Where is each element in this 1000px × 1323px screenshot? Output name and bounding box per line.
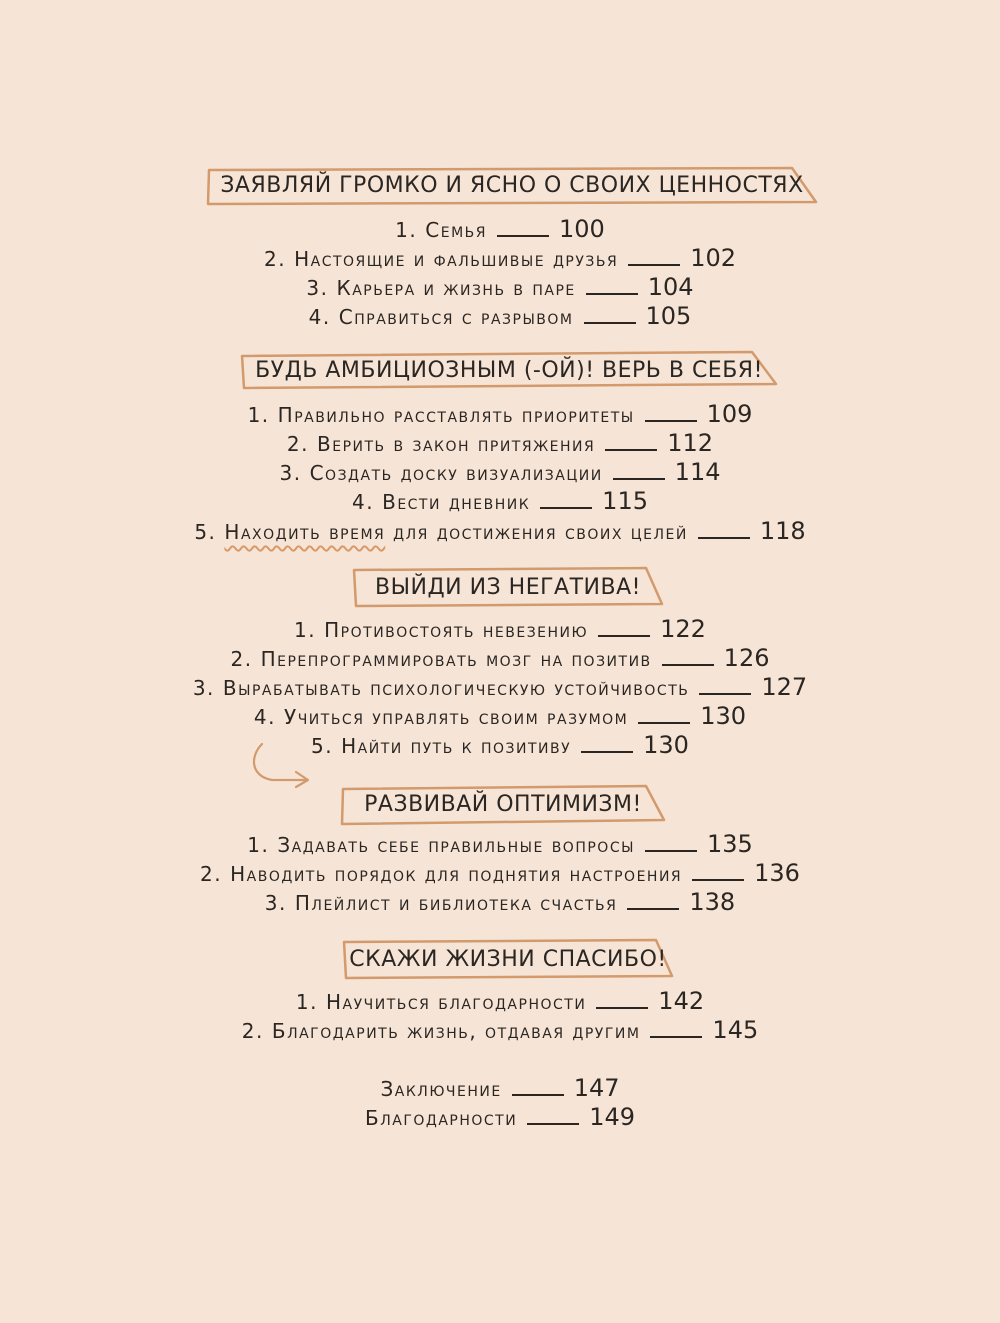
toc-entry-acknowledgements[interactable] — [0, 1102, 1000, 1132]
entry-label: Учиться управлять своим разумом — [284, 705, 629, 729]
page-number: 130 — [643, 731, 689, 759]
toc-entry-conclusion[interactable] — [0, 1073, 1000, 1103]
page-number: 145 — [712, 1016, 759, 1044]
page-number: 130 — [700, 702, 747, 730]
page-number: 126 — [723, 644, 770, 672]
section-title: ЗАЯВЛЯЙ ГРОМКО И ЯСНО О СВОИХ ЦЕННОСТЯХ — [220, 173, 804, 198]
toc-entry[interactable]: 4. Вести дневник 115 — [352, 487, 648, 515]
leader-dash — [512, 1094, 564, 1096]
page-number: 135 — [706, 830, 753, 858]
entry-label: Найти путь к позитиву — [341, 734, 572, 758]
entry-label: Карьера и жизнь в паре — [336, 276, 576, 300]
entry-label: Благодарности — [365, 1106, 518, 1130]
toc-entry[interactable]: 3. Вырабатывать психологическую устойчивость 127 — [192, 673, 808, 701]
section-banner-4 — [340, 784, 666, 826]
entry-label: Верить в закон притяжения — [317, 432, 596, 456]
leader-dash — [645, 420, 697, 422]
toc-entry[interactable]: 2. Наводить порядок для поднятия настроения 136 — [200, 859, 800, 887]
entry-label: Задавать себе правильные вопросы — [277, 833, 635, 857]
entry-label: Научиться благодарности — [325, 990, 587, 1014]
toc-entry[interactable]: 2. Перепрограммировать мозг на позитив 126 — [230, 644, 770, 672]
page-number: 118 — [759, 517, 806, 545]
entry-label: Плейлист и библиотека счастья — [294, 891, 618, 915]
leader-dash — [605, 449, 657, 451]
entry-label-underlined: Находить время — [224, 520, 386, 544]
toc-entry[interactable]: 1. Правильно расставлять приоритеты 109 — [247, 400, 753, 428]
toc-entry[interactable]: 3. Плейлист и библиотека счастья 138 — [264, 888, 736, 916]
toc-entry[interactable]: 1. Научиться благодарности 142 — [295, 987, 705, 1015]
page-number: 114 — [674, 458, 721, 486]
entry-label: Семья — [425, 218, 487, 242]
leader-dash — [650, 1036, 702, 1038]
leader-dash — [698, 537, 750, 539]
toc-entry[interactable]: 2. Благодарить жизнь, отдавая другим 145 — [241, 1016, 759, 1044]
page-number: 105 — [645, 302, 692, 330]
leader-dash — [584, 322, 636, 324]
entry-label: для достижения своих целей — [385, 520, 688, 544]
toc-entry[interactable]: 3. Создать доску визуализации 114 — [279, 458, 721, 486]
toc-entry[interactable]: 2. Настоящие и фальшивые друзья 102 — [264, 244, 736, 272]
section-banner-2 — [240, 350, 778, 390]
leader-dash — [598, 635, 650, 637]
entry-label: Вырабатывать психологическую устойчивость — [222, 676, 690, 700]
page-number: 112 — [667, 429, 714, 457]
section-banner-1 — [206, 166, 818, 206]
toc-entry[interactable]: 1. Семья 100 — [395, 215, 605, 243]
leader-dash — [628, 264, 680, 266]
page-number: 122 — [660, 615, 706, 643]
leader-dash — [527, 1123, 579, 1125]
entry-label: Перепрограммировать мозг на позитив — [260, 647, 652, 671]
entry-label: Настоящие и фальшивые друзья — [294, 247, 619, 271]
leader-dash — [645, 850, 697, 852]
entry-label: Создать доску визуализации — [309, 461, 603, 485]
page-number: 127 — [761, 673, 808, 701]
entry-label: Благодарить жизнь, отдавая другим — [271, 1019, 641, 1043]
leader-dash — [699, 693, 751, 695]
curved-arrow-icon — [248, 740, 318, 792]
toc-entry[interactable]: 4. Учиться управлять своим разумом 130 — [253, 702, 747, 730]
leader-dash — [586, 293, 638, 295]
entry-label: Правильно расставлять приоритеты — [277, 403, 635, 427]
page-number: 136 — [754, 859, 800, 887]
toc-entry[interactable]: 2. Верить в закон притяжения 112 — [286, 429, 714, 457]
entry-label: Противостоять невезению — [324, 618, 589, 642]
section-title: СКАЖИ ЖИЗНИ СПАСИБО! — [349, 947, 667, 972]
toc-entry[interactable]: 5. Находить время для достижения своих целей 118 — [194, 517, 806, 545]
toc-entry[interactable]: 1. Противостоять невезению 122 — [294, 615, 706, 643]
page-number: 149 — [589, 1103, 635, 1131]
leader-dash — [662, 664, 714, 666]
page-number: 109 — [706, 400, 753, 428]
section-title: РАЗВИВАЙ ОПТИМИЗМ! — [364, 792, 642, 817]
page-number: 138 — [689, 888, 736, 916]
section-title: ВЫЙДИ ИЗ НЕГАТИВА! — [375, 575, 641, 600]
leader-dash — [627, 908, 679, 910]
section-banner-5 — [342, 938, 674, 980]
leader-dash — [581, 751, 633, 753]
leader-dash — [692, 879, 744, 881]
leader-dash — [497, 235, 549, 237]
toc-entry[interactable]: 4. Справиться с разрывом 105 — [308, 302, 692, 330]
section-title: БУДЬ АМБИЦИОЗНЫМ (-ОЙ)! ВЕРЬ В СЕБЯ! — [255, 358, 763, 383]
leader-dash — [596, 1007, 648, 1009]
entry-label: Вести дневник — [382, 490, 531, 514]
entry-label: Справиться с разрывом — [338, 305, 574, 329]
page-number: 100 — [559, 215, 605, 243]
page-number: 104 — [647, 273, 694, 301]
page-number: 142 — [658, 987, 705, 1015]
toc-entry[interactable]: 5. Найти путь к позитиву 130 — [311, 731, 689, 759]
leader-dash — [638, 722, 690, 724]
page-number: 102 — [690, 244, 736, 272]
toc-entry[interactable]: 3. Карьера и жизнь в паре 104 — [306, 273, 694, 301]
page-number: 147 — [573, 1074, 620, 1102]
leader-dash — [613, 478, 665, 480]
page-number: 115 — [602, 487, 648, 515]
entry-label: Наводить порядок для поднятия настроения — [230, 862, 683, 886]
toc-entry[interactable]: 1. Задавать себе правильные вопросы 135 — [247, 830, 753, 858]
section-banner-3 — [352, 566, 664, 608]
entry-label: Заключение — [380, 1077, 502, 1101]
leader-dash — [540, 507, 592, 509]
